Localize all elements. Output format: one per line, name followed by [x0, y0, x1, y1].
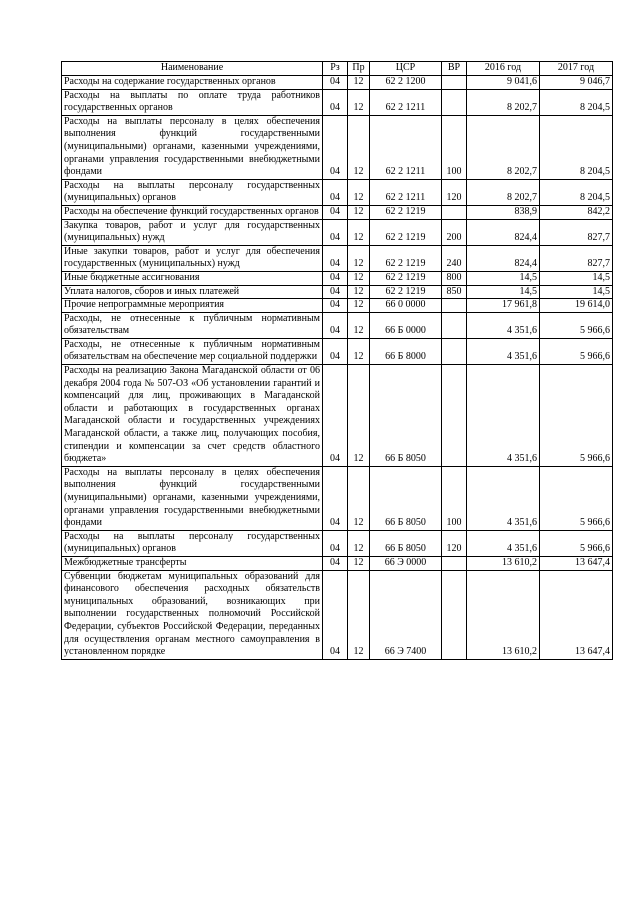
- cell-2016: 8 202,7: [467, 179, 540, 205]
- cell-name: Субвенции бюджетам муниципальных образований для финансового обеспечения расходных обязательств муниципальных образований, возникающих при выполнении государственных полномочий Российской Федерации, субъектов Российской Федерации, переданных для осуществления органам местного самоуправления в установленном порядке: [62, 570, 323, 659]
- table-row: [62, 285, 613, 299]
- cell-2016: 4 351,6: [467, 312, 540, 338]
- cell-name: Межбюджетные трансферты: [62, 556, 323, 570]
- cell-2017: 9 046,7: [540, 76, 613, 90]
- cell-rz: 04: [323, 76, 348, 90]
- cell-pr: 12: [348, 299, 370, 313]
- cell-2017: 827,7: [540, 219, 613, 245]
- cell-pr: 12: [348, 556, 370, 570]
- cell-2017: 5 966,6: [540, 530, 613, 556]
- cell-2017: 19 614,0: [540, 299, 613, 313]
- cell-vr: [442, 299, 467, 313]
- cell-vr: [442, 76, 467, 90]
- cell-2016: 8 202,7: [467, 115, 540, 179]
- cell-pr: 12: [348, 179, 370, 205]
- cell-csr: 66 Б 8000: [370, 338, 442, 364]
- cell-vr: [442, 570, 467, 659]
- cell-2017: 8 204,5: [540, 89, 613, 115]
- cell-2017: 842,2: [540, 205, 613, 219]
- cell-rz: 04: [323, 219, 348, 245]
- cell-2016: 824,4: [467, 245, 540, 271]
- cell-name: Иные бюджетные ассигнования: [62, 271, 323, 285]
- cell-pr: 12: [348, 205, 370, 219]
- cell-vr: [442, 338, 467, 364]
- cell-rz: 04: [323, 338, 348, 364]
- cell-csr: 62 2 1211: [370, 179, 442, 205]
- cell-vr: 850: [442, 285, 467, 299]
- cell-pr: 12: [348, 76, 370, 90]
- cell-csr: 62 2 1211: [370, 89, 442, 115]
- cell-name: Расходы на обеспечение функций государственных органов: [62, 205, 323, 219]
- cell-pr: 12: [348, 365, 370, 467]
- cell-rz: 04: [323, 285, 348, 299]
- cell-2017: 5 966,6: [540, 466, 613, 530]
- table-row: [62, 245, 613, 271]
- cell-csr: 66 Э 7400: [370, 570, 442, 659]
- budget-table: [61, 61, 613, 660]
- cell-pr: 12: [348, 285, 370, 299]
- cell-vr: 240: [442, 245, 467, 271]
- cell-csr: 66 Б 8050: [370, 530, 442, 556]
- table-body: [62, 76, 613, 660]
- cell-rz: 04: [323, 365, 348, 467]
- cell-name: Расходы на содержание государственных органов: [62, 76, 323, 90]
- table-row: [62, 338, 613, 364]
- cell-2016: 9 041,6: [467, 76, 540, 90]
- table-row: [62, 271, 613, 285]
- header-pr: Пр: [348, 62, 370, 76]
- cell-2016: 14,5: [467, 285, 540, 299]
- cell-csr: 62 2 1219: [370, 271, 442, 285]
- cell-2017: 13 647,4: [540, 556, 613, 570]
- cell-vr: [442, 205, 467, 219]
- cell-pr: 12: [348, 530, 370, 556]
- cell-2016: 17 961,8: [467, 299, 540, 313]
- cell-csr: 62 2 1219: [370, 205, 442, 219]
- cell-2016: 838,9: [467, 205, 540, 219]
- cell-2016: 13 610,2: [467, 556, 540, 570]
- header-2017: 2017 год: [540, 62, 613, 76]
- table-row: [62, 115, 613, 179]
- cell-2017: 8 204,5: [540, 179, 613, 205]
- table-row: [62, 76, 613, 90]
- cell-2017: 14,5: [540, 271, 613, 285]
- cell-pr: 12: [348, 89, 370, 115]
- cell-csr: 62 2 1200: [370, 76, 442, 90]
- cell-name: Расходы, не отнесенные к публичным нормативным обязательствам на обеспечение мер социальной поддержки: [62, 338, 323, 364]
- cell-name: Расходы на выплаты персоналу государственных (муниципальных) органов: [62, 530, 323, 556]
- cell-rz: 04: [323, 205, 348, 219]
- cell-pr: 12: [348, 466, 370, 530]
- cell-name: Расходы на выплаты персоналу в целях обеспечения выполнения функций государственными (муниципальными) органами, казенными учреждениями, органами управления государственными внебюджетными фондами: [62, 466, 323, 530]
- cell-rz: 04: [323, 179, 348, 205]
- table-row: [62, 299, 613, 313]
- table-header-row: [62, 62, 613, 76]
- cell-2017: 5 966,6: [540, 338, 613, 364]
- cell-csr: 62 2 1211: [370, 115, 442, 179]
- cell-rz: 04: [323, 89, 348, 115]
- cell-pr: 12: [348, 219, 370, 245]
- cell-2016: 4 351,6: [467, 338, 540, 364]
- cell-rz: 04: [323, 299, 348, 313]
- cell-2016: 4 351,6: [467, 530, 540, 556]
- cell-rz: 04: [323, 271, 348, 285]
- header-vr: ВР: [442, 62, 467, 76]
- cell-2016: 13 610,2: [467, 570, 540, 659]
- cell-2016: 824,4: [467, 219, 540, 245]
- header-csr: ЦСР: [370, 62, 442, 76]
- cell-csr: 66 Б 8050: [370, 466, 442, 530]
- cell-vr: [442, 365, 467, 467]
- cell-2017: 5 966,6: [540, 365, 613, 467]
- cell-name: Расходы на выплаты по оплате труда работников государственных органов: [62, 89, 323, 115]
- table-row: [62, 312, 613, 338]
- cell-pr: 12: [348, 115, 370, 179]
- cell-name: Расходы на выплаты персоналу в целях обеспечения выполнения функций государственными (муниципальными) органами, казенными учреждениями, органами управления государственными внебюджетными фондами: [62, 115, 323, 179]
- cell-vr: 100: [442, 466, 467, 530]
- cell-name: Прочие непрограммные мероприятия: [62, 299, 323, 313]
- header-rz: Рз: [323, 62, 348, 76]
- cell-2016: 8 202,7: [467, 89, 540, 115]
- cell-2017: 13 647,4: [540, 570, 613, 659]
- cell-pr: 12: [348, 312, 370, 338]
- cell-2016: 4 351,6: [467, 466, 540, 530]
- cell-2016: 14,5: [467, 271, 540, 285]
- cell-name: Расходы на реализацию Закона Магаданской области от 06 декабря 2004 года № 507-ОЗ «Об установлении гарантий и компенсаций для лиц, проживающих в Магаданской области и работающих в государственных органах Магаданской области и государственных учреждениях Магаданской области, а также лиц, получающих пособия, стипендии и компенсации за счет средств областного бюджета»: [62, 365, 323, 467]
- cell-vr: 200: [442, 219, 467, 245]
- cell-rz: 04: [323, 466, 348, 530]
- table-row: [62, 89, 613, 115]
- cell-vr: [442, 556, 467, 570]
- table-row: [62, 365, 613, 467]
- cell-name: Иные закупки товаров, работ и услуг для обеспечения государственных (муниципальных) нужд: [62, 245, 323, 271]
- cell-2016: 4 351,6: [467, 365, 540, 467]
- cell-pr: 12: [348, 570, 370, 659]
- cell-pr: 12: [348, 245, 370, 271]
- cell-name: Расходы на выплаты персоналу государственных (муниципальных) органов: [62, 179, 323, 205]
- cell-vr: 800: [442, 271, 467, 285]
- cell-csr: 62 2 1219: [370, 219, 442, 245]
- cell-2017: 8 204,5: [540, 115, 613, 179]
- cell-csr: 66 Б 8050: [370, 365, 442, 467]
- cell-csr: 62 2 1219: [370, 285, 442, 299]
- table-row: [62, 466, 613, 530]
- cell-csr: 62 2 1219: [370, 245, 442, 271]
- cell-rz: 04: [323, 570, 348, 659]
- cell-vr: 100: [442, 115, 467, 179]
- table-row: [62, 205, 613, 219]
- table-row: [62, 556, 613, 570]
- cell-vr: 120: [442, 179, 467, 205]
- cell-name: Расходы, не отнесенные к публичным нормативным обязательствам: [62, 312, 323, 338]
- table-row: [62, 570, 613, 659]
- cell-pr: 12: [348, 271, 370, 285]
- cell-name: Закупка товаров, работ и услуг для государственных (муниципальных) нужд: [62, 219, 323, 245]
- cell-rz: 04: [323, 556, 348, 570]
- cell-csr: 66 0 0000: [370, 299, 442, 313]
- cell-rz: 04: [323, 245, 348, 271]
- cell-rz: 04: [323, 530, 348, 556]
- cell-vr: 120: [442, 530, 467, 556]
- cell-2017: 827,7: [540, 245, 613, 271]
- cell-pr: 12: [348, 338, 370, 364]
- cell-vr: [442, 312, 467, 338]
- header-name: Наименование: [62, 62, 323, 76]
- header-2016: 2016 год: [467, 62, 540, 76]
- cell-vr: [442, 89, 467, 115]
- table-row: [62, 219, 613, 245]
- cell-rz: 04: [323, 312, 348, 338]
- cell-csr: 66 Б 0000: [370, 312, 442, 338]
- cell-csr: 66 Э 0000: [370, 556, 442, 570]
- cell-name: Уплата налогов, сборов и иных платежей: [62, 285, 323, 299]
- cell-2017: 14,5: [540, 285, 613, 299]
- table-row: [62, 530, 613, 556]
- table-row: [62, 179, 613, 205]
- cell-rz: 04: [323, 115, 348, 179]
- cell-2017: 5 966,6: [540, 312, 613, 338]
